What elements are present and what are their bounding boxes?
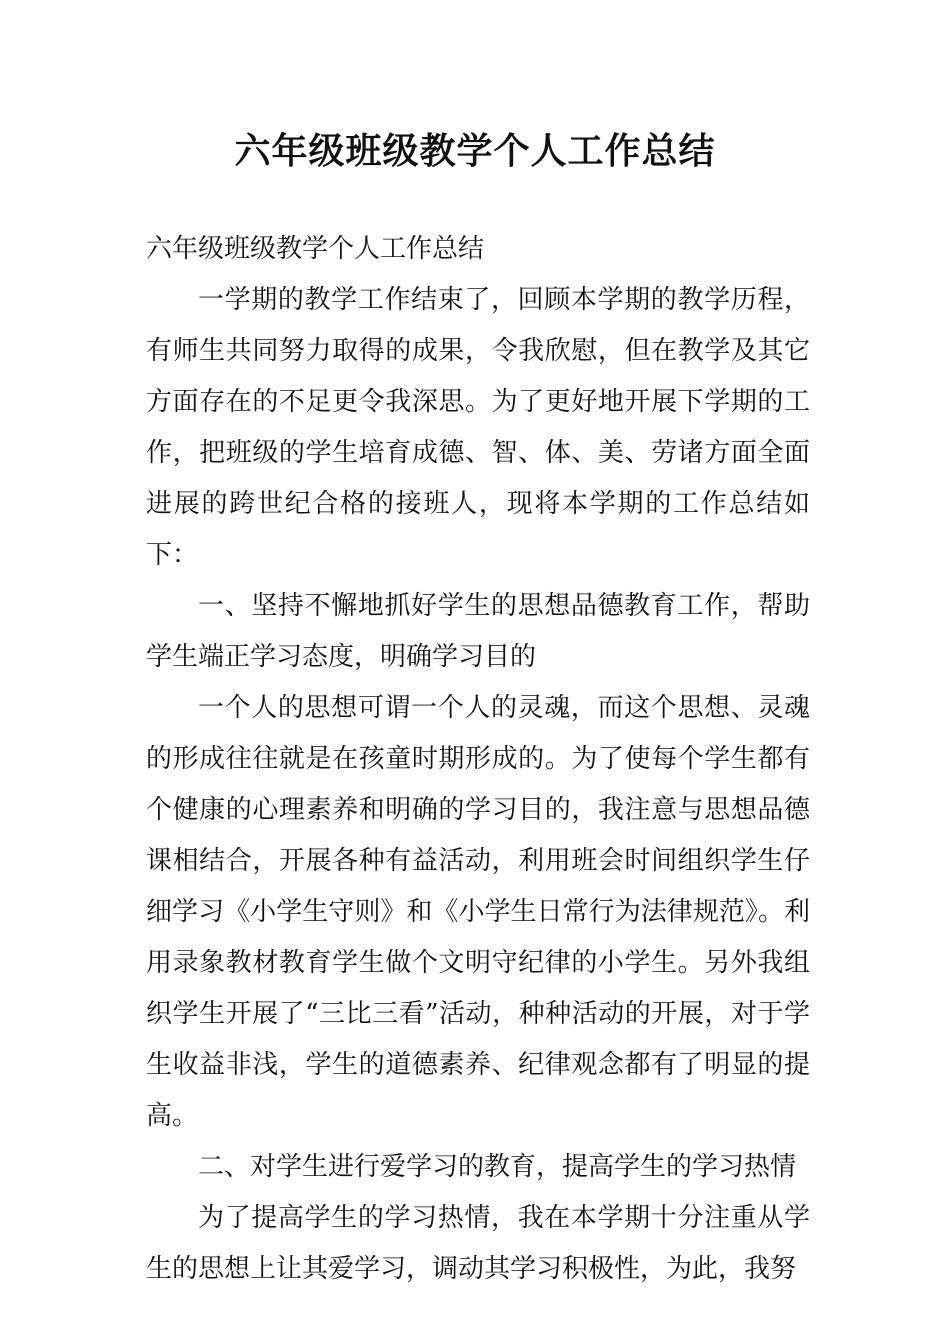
- document-body: [146, 224, 810, 1295]
- section-heading-2: 二、对学生进行爱学习的教育，提高学生的学习热情: [198, 1152, 797, 1182]
- document-title: 六年级班级教学个人工作总结: [234, 131, 716, 172]
- section-2-paragraph: 为了提高学生的学习热情，我在本学期十分注重从学生的思想上让其爱学习，调动其学习积极性，为此，我努: [146, 1203, 810, 1284]
- section-heading-1: 一、坚持不懈地抓好学生的思想品德教育工作，帮助学生端正学习态度，明确学习目的: [146, 591, 810, 672]
- intro-paragraph: 一学期的教学工作结束了，回顾本学期的教学历程，有师生共同努力取得的成果，令我欣慰，但在教学及其它方面存在的不足更令我深思。为了更好地开展下学期的工作，把班级的学生培育成德、智、体、美、劳诸方面全面进展的跨世纪合格的接班人，现将本学期的工作总结如下：: [146, 285, 810, 570]
- section-1-paragraph: 一个人的思想可谓一个人的灵魂，而这个思想、灵魂的形成往往就是在孩童时期形成的。为了使每个学生都有个健康的心理素养和明确的学习目的，我注意与思想品德课相结合，开展各种有益活动，利用班会时间组织学生仔细学习《小学生守则》和《小学生日常行为法律规范》。利用录象教材教育学生做个文明守纪律的小学生。另外我组织学生开展了“三比三看”活动，种种活动的开展，对于学生收益非浅，学生的道德素养、纪律观念都有了明显的提高。: [146, 693, 810, 1131]
- subtitle-paragraph: 六年级班级教学个人工作总结: [146, 234, 485, 264]
